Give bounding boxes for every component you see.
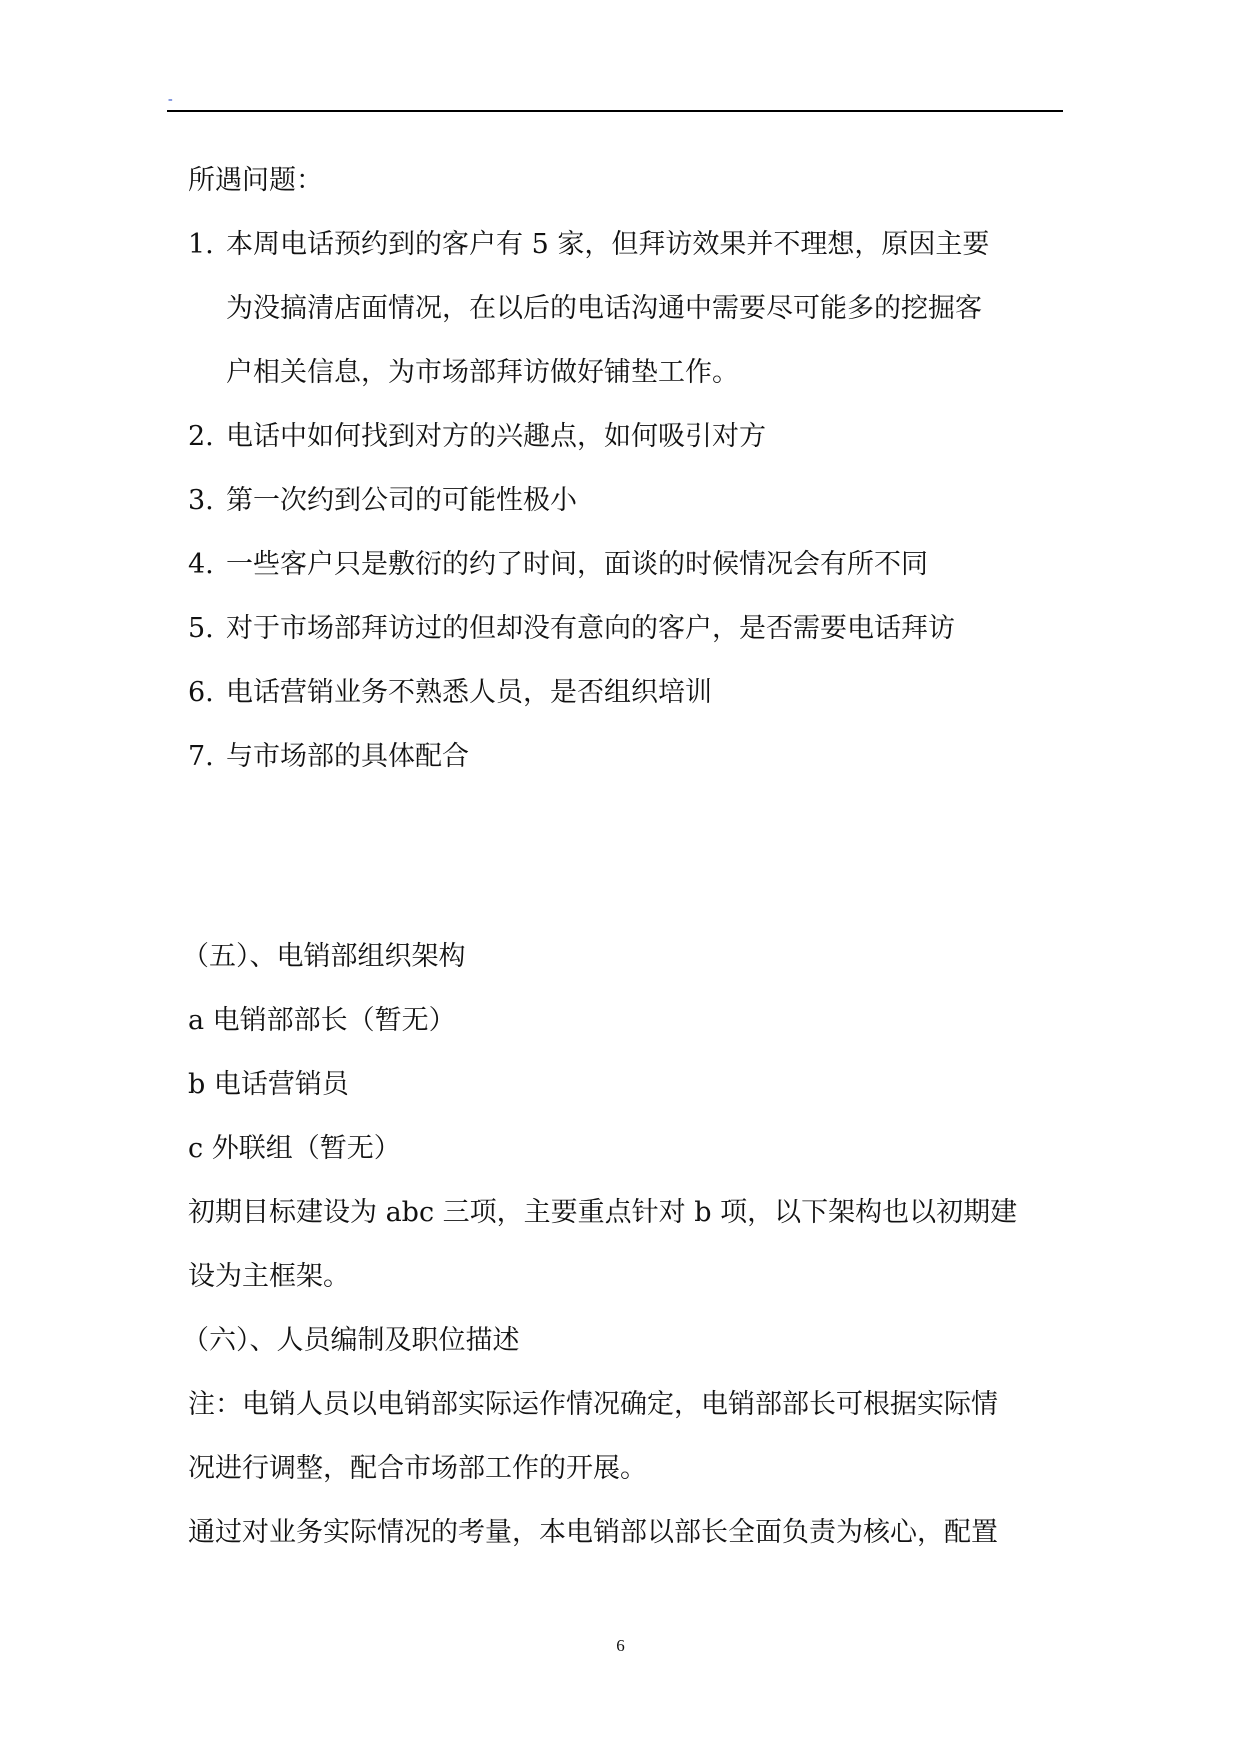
issue-number: 2. [188, 421, 214, 452]
issue-text: 一些客户只是敷衍的约了时间，面谈的时候情况会有所不同 [226, 549, 928, 580]
issue-number: 6. [188, 677, 214, 708]
issue-text: 对于市场部拜访过的但却没有意向的客户，是否需要电话拜访 [226, 613, 955, 644]
section-6-paragraph: 通过对业务实际情况的考量，本电销部以部长全面负责为核心，配置 [188, 1517, 998, 1548]
issue-text-continued: 为没搞清店面情况，在以后的电话沟通中需要尽可能多的挖掘客 [226, 293, 982, 324]
issue-text: 电话营销业务不熟悉人员，是否组织培训 [226, 677, 712, 708]
issue-item-1 [188, 222, 989, 261]
org-item-c: c 外联组（暂无） [188, 1133, 401, 1164]
section-6-title: （六）、人员编制及职位描述 [182, 1325, 520, 1356]
issue-item-3 [188, 478, 577, 517]
header-mark: - [168, 92, 173, 107]
issues-intro: 所遇问题： [188, 165, 323, 196]
header-rule [167, 110, 1063, 112]
org-item-a: a 电销部部长（暂无） [188, 1005, 456, 1036]
issue-item-2 [188, 414, 766, 453]
issue-text: 第一次约到公司的可能性极小 [226, 485, 577, 516]
issue-number: 1. [188, 229, 214, 260]
section-5-title: （五）、电销部组织架构 [182, 941, 466, 972]
section-5-note: 初期目标建设为 abc 三项，主要重点针对 b 项，以下架构也以初期建 [188, 1197, 1018, 1228]
page-number: 6 [616, 1636, 625, 1655]
issue-text-continued: 户相关信息，为市场部拜访做好铺垫工作。 [226, 357, 739, 388]
issue-text: 电话中如何找到对方的兴趣点，如何吸引对方 [226, 421, 766, 452]
section-6-note: 注：电销人员以电销部实际运作情况确定，电销部部长可根据实际情 [188, 1389, 998, 1420]
issue-text: 本周电话预约到的客户有 5 家，但拜访效果并不理想，原因主要 [226, 229, 990, 260]
issue-number: 4. [188, 549, 214, 580]
issue-item-4 [188, 542, 928, 581]
section-5-note-continued: 设为主框架。 [188, 1261, 350, 1292]
issue-number: 5. [188, 613, 214, 644]
issue-number: 3. [188, 485, 214, 516]
org-item-b: b 电话营销员 [188, 1069, 349, 1100]
issue-item-7 [188, 734, 469, 773]
issue-item-6 [188, 670, 712, 709]
issue-text: 与市场部的具体配合 [226, 741, 469, 772]
issue-item-5 [188, 606, 955, 645]
section-6-note-continued: 况进行调整，配合市场部工作的开展。 [188, 1453, 647, 1484]
issue-number: 7. [188, 741, 214, 772]
